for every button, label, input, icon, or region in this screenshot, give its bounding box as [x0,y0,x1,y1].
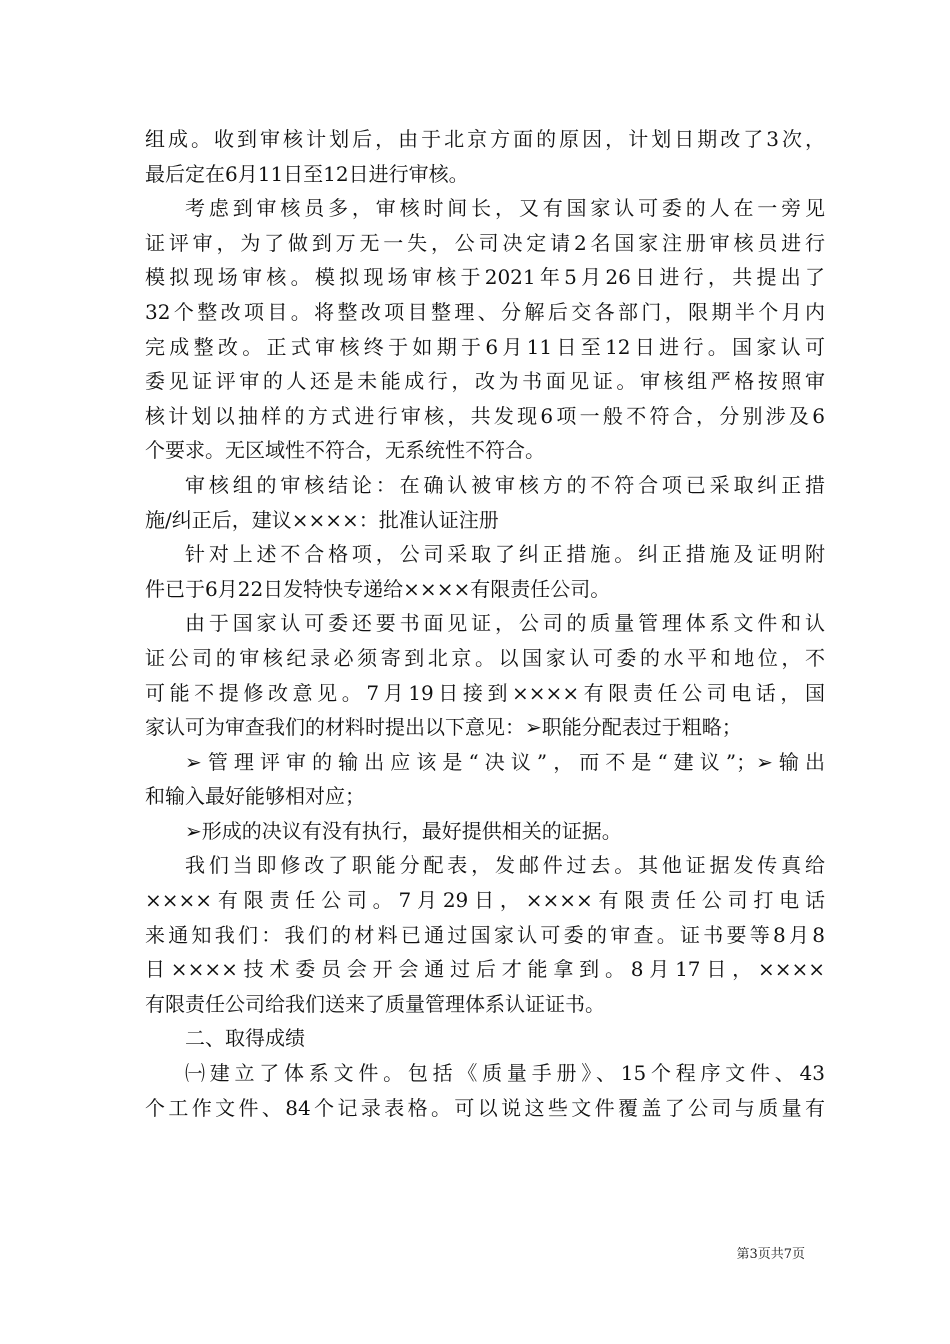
text-line: 来通知我们：我们的材料已通过国家认可委的审查。证书要等8月8 [145,922,825,947]
text-line: 个工作文件、84个记录表格。可以说这些文件覆盖了公司与质量有 [145,1095,825,1120]
text-line: 考虑到审核员多，审核时间长，又有国家认可委的人在一旁见 [185,196,825,221]
text-line: ㈠建立了体系文件。包括《质量手册》、15个程序文件、43 [185,1061,825,1086]
text-line: 最后定在6月11日至12日进行审核。 [145,161,469,186]
text-line: 审核组的审核结论：在确认被审核方的不符合项已采取纠正措 [185,472,825,497]
text-line: 由于国家认可委还要书面见证，公司的质量管理体系文件和认 [185,611,825,636]
text-line: 核计划以抽样的方式进行审核，共发现6项一般不符合，分别涉及6 [145,403,825,428]
text-line: 有限责任公司给我们送来了质量管理体系认证证书。 [145,991,605,1016]
text-line: 家认可为审查我们的材料时提出以下意见：➢职能分配表过于粗略； [145,715,742,740]
text-line: 32个整改项目。将整改项目整理、分解后交各部门，限期半个月内 [145,299,825,324]
text-line: 针对上述不合格项，公司采取了纠正措施。纠正措施及证明附 [185,542,825,567]
text-line: ➢管理评审的输出应该是“决议”，而不是“建议”；➢输出 [185,749,825,774]
text-line: 可能不提修改意见。7月19日接到××××有限责任公司电话，国 [145,680,825,705]
text-line: 模拟现场审核。模拟现场审核于2021年5月26日进行，共提出了 [145,265,825,290]
text-line: 我们当即修改了职能分配表，发邮件过去。其他证据发传真给 [185,853,825,878]
text-line: 件已于6月22日发特快专递给××××有限责任公司。 [145,576,611,601]
text-line: 证评审，为了做到万无一失，公司决定请2名国家注册审核员进行 [145,230,825,255]
text-line: 施/纠正后，建议××××：批准认证注册 [145,507,499,532]
text-line: 二、取得成绩 [185,1026,305,1051]
text-line: 和输入最好能够相对应； [145,784,365,809]
document-body [145,122,825,1125]
text-line: 证公司的审核纪录必须寄到北京。以国家认可委的水平和地位，不 [145,645,825,670]
text-line: 完成整改。正式审核终于如期于6月11日至12日进行。国家认可 [145,334,825,359]
text-line: ××××有限责任公司。7月29日，××××有限责任公司打电话 [145,888,825,913]
page-number: 第3页共7页 [736,1247,805,1262]
text-line: 个要求。无区域性不符合，无系统性不符合。 [145,438,545,463]
text-line: ➢形成的决议有没有执行，最好提供相关的证据。 [185,818,622,843]
text-line: 组成。收到审核计划后，由于北京方面的原因，计划日期改了3次， [145,127,825,151]
text-line: 日××××技术委员会开会通过后才能拿到。8月17日，×××× [145,957,825,982]
text-line: 委见证评审的人还是未能成行，改为书面见证。审核组严格按照审 [145,369,825,394]
